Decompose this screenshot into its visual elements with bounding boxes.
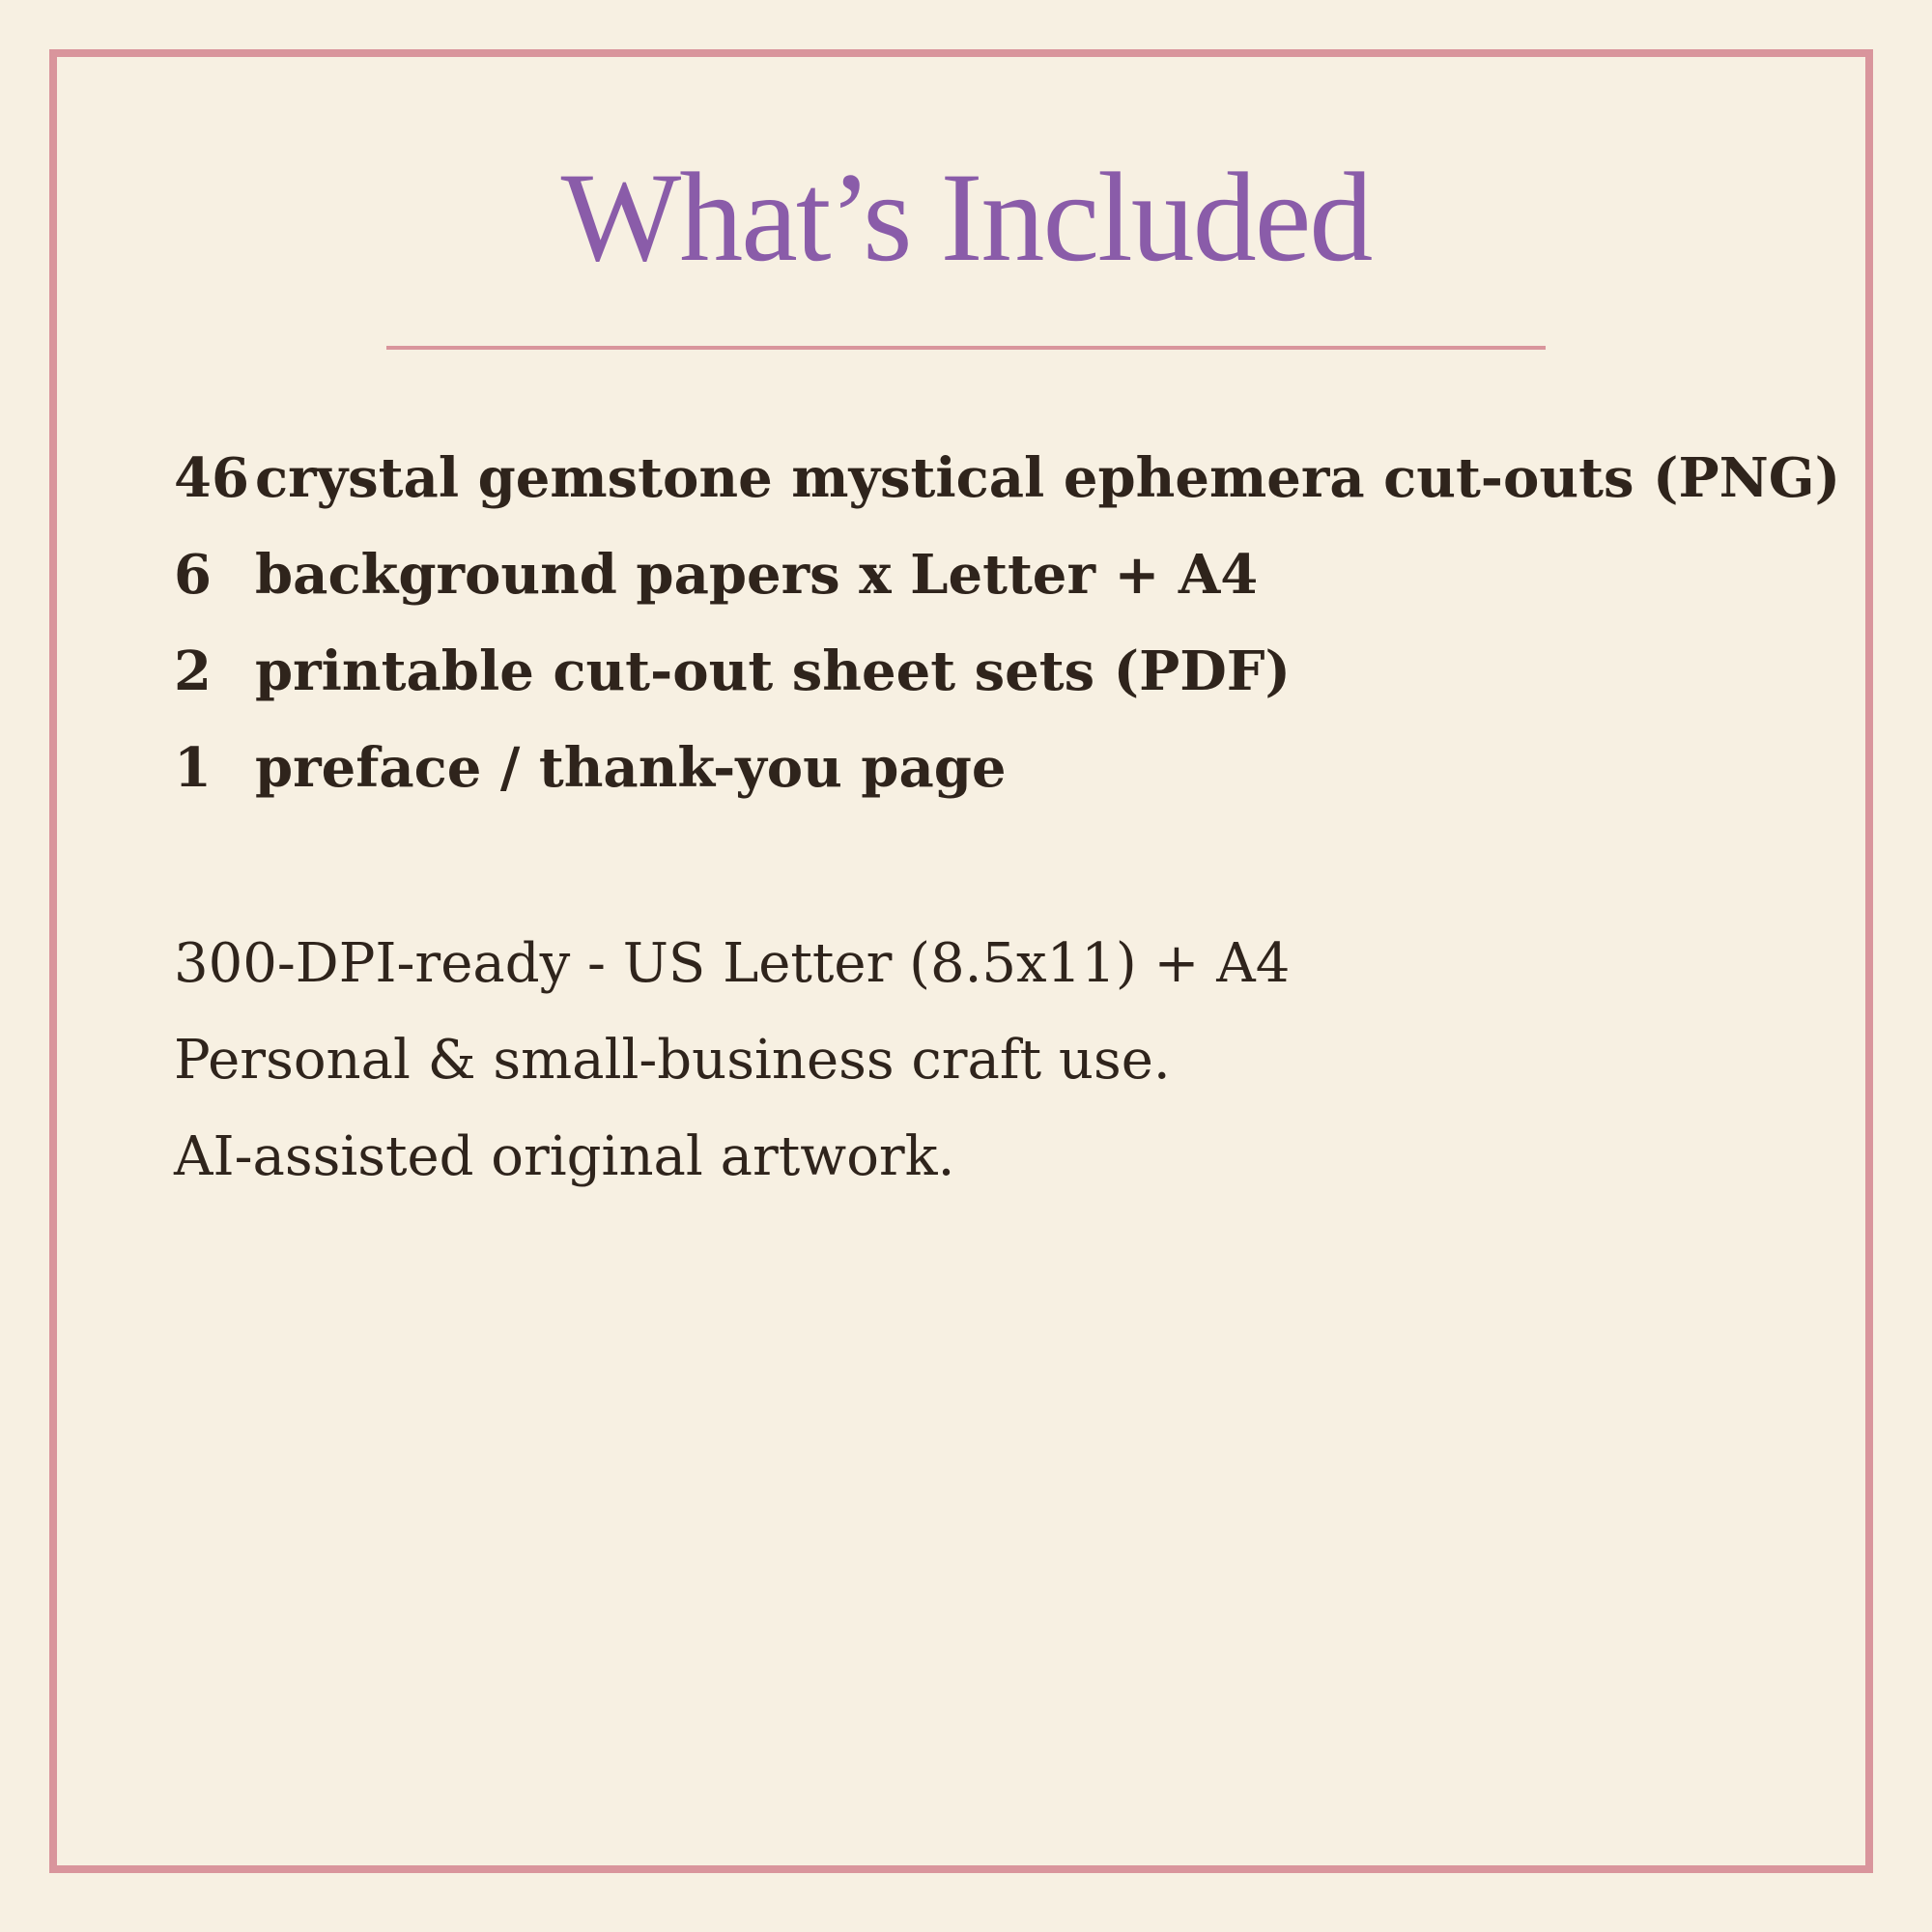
resolution-note: 300-DPI-ready - US Letter (8.5x11) + A4: [174, 932, 1291, 995]
item-count: 6: [174, 543, 212, 607]
list-item: [174, 623, 1855, 720]
item-label: preface / thank-you page: [255, 736, 1007, 800]
list-item: [174, 720, 1855, 816]
item-label: crystal gemstone mystical ephemera cut-outs (PNG): [255, 446, 1841, 510]
page-title: What’s Included: [560, 146, 1372, 288]
item-count: 1: [174, 736, 212, 800]
product-notes: [174, 916, 1816, 1206]
list-item: [174, 430, 1855, 526]
item-count: 2: [174, 639, 212, 703]
list-item: [174, 526, 1855, 623]
item-label: background papers x Letter + A4: [255, 543, 1259, 607]
artwork-note: AI-assisted original artwork.: [174, 1125, 955, 1188]
included-items-list: [174, 430, 1855, 816]
item-count: 46: [174, 446, 249, 510]
item-label: printable cut-out sheet sets (PDF): [255, 639, 1292, 703]
title-divider: [386, 346, 1546, 350]
usage-note: Personal & small-business craft use.: [174, 1029, 1171, 1092]
